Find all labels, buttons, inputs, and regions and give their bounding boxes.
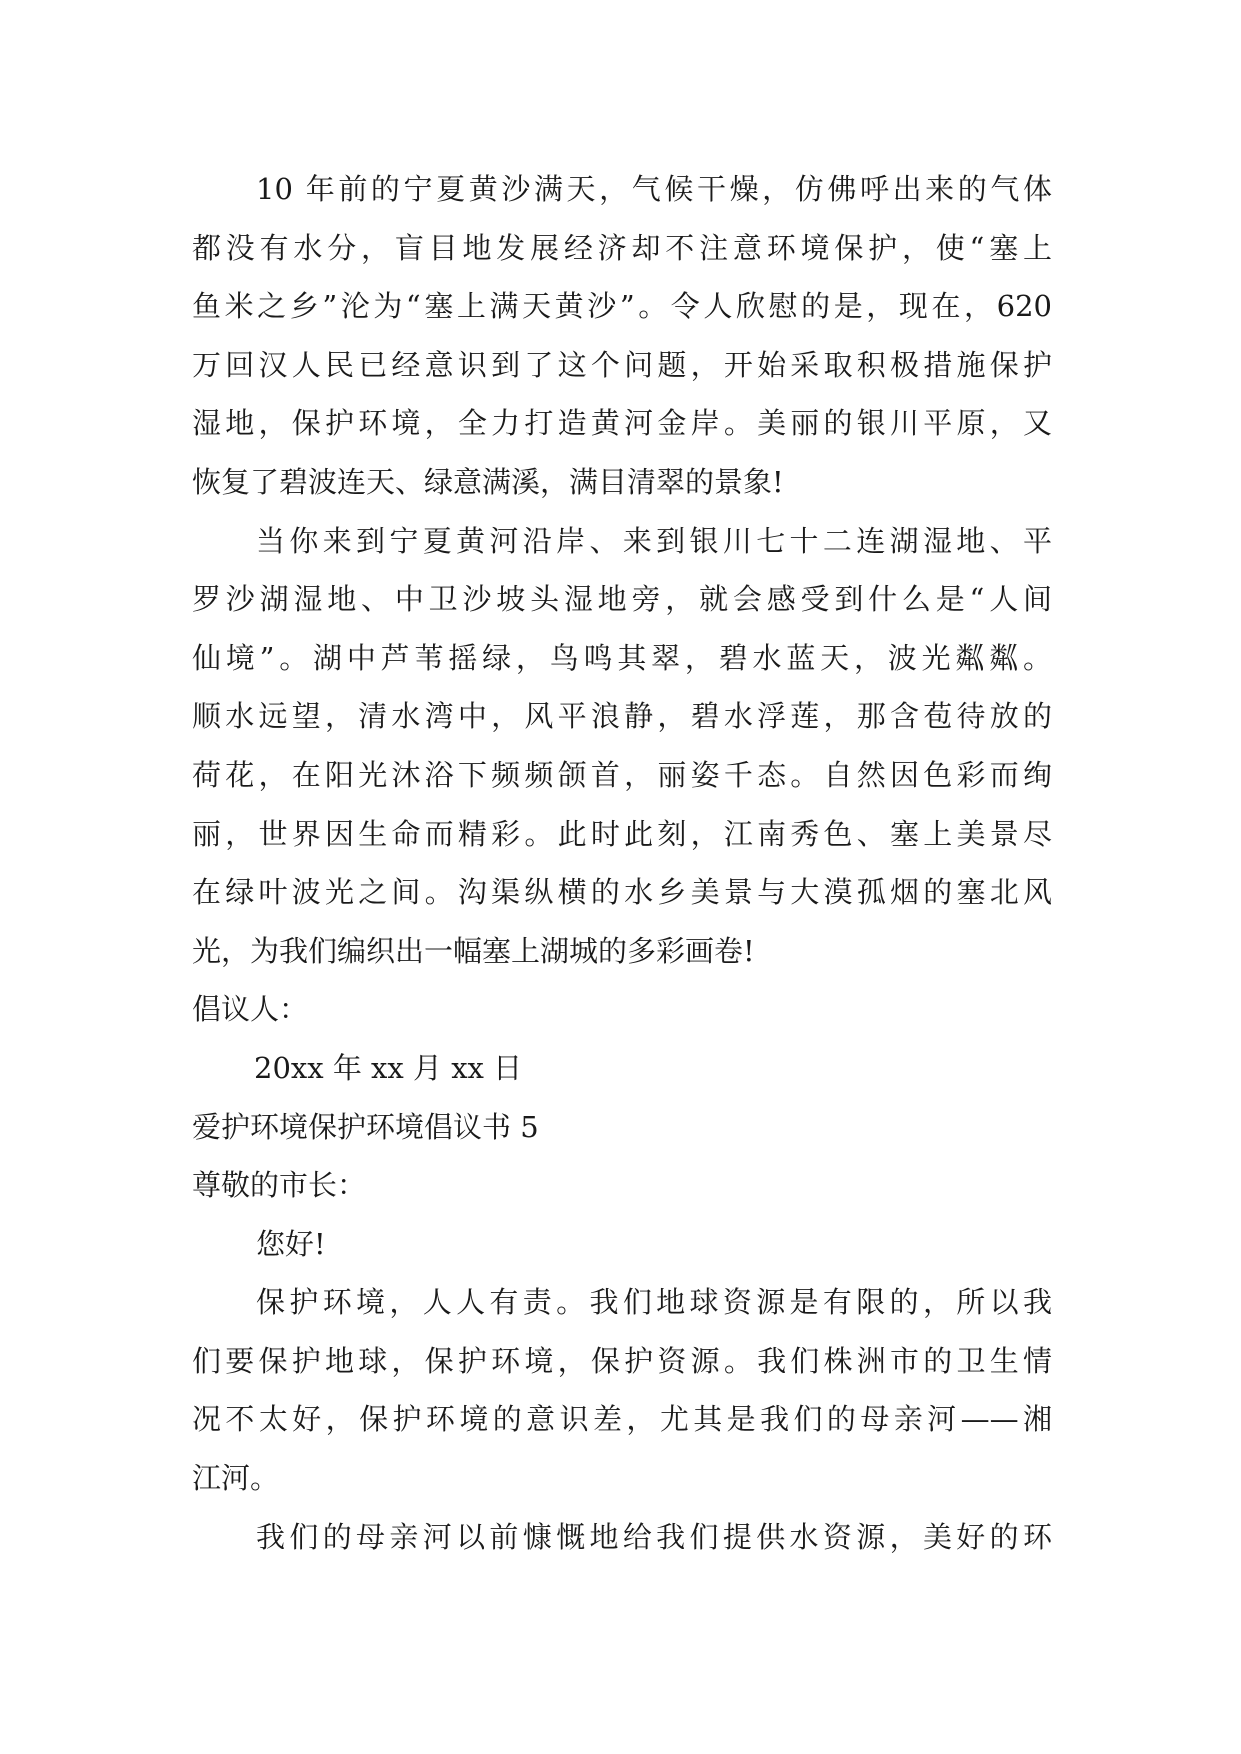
section-title: 爱护环境保护环境倡议书 5 bbox=[192, 1109, 539, 1144]
date-line: 20xx 年 xx 月 xx 日 bbox=[254, 1050, 523, 1085]
paragraph-line: 都没有水分，盲目地发展经济却不注意环境保护，使“塞上 bbox=[192, 230, 1052, 265]
paragraph-line: 湿地，保护环境，全力打造黄河金岸。美丽的银川平原，又 bbox=[192, 406, 1052, 441]
paragraph-line: 在绿叶波光之间。沟渠纵横的水乡美景与大漠孤烟的塞北风 bbox=[192, 875, 1052, 910]
paragraph-line: 江河。 bbox=[192, 1461, 280, 1496]
paragraph-line: 我们的母亲河以前慷慨地给我们提供水资源，美好的环 bbox=[256, 1519, 1052, 1554]
paragraph-line: 光，为我们编织出一幅塞上湖城的多彩画卷! bbox=[192, 933, 755, 968]
paragraph-line: 当你来到宁夏黄河沿岸、来到银川七十二连湖湿地、平 bbox=[256, 523, 1052, 558]
paragraph-line: 况不太好，保护环境的意识差，尤其是我们的母亲河——湘 bbox=[192, 1402, 1052, 1437]
greeting: 您好! bbox=[256, 1226, 326, 1261]
paragraph-line: 丽，世界因生命而精彩。此时此刻，江南秀色、塞上美景尽 bbox=[192, 816, 1052, 851]
paragraph-line: 万回汉人民已经意识到了这个问题，开始采取积极措施保护 bbox=[192, 347, 1052, 382]
paragraph-line: 鱼米之乡”沦为“塞上满天黄沙”。令人欣慰的是，现在，620 bbox=[192, 289, 1052, 324]
salutation: 尊敬的市长： bbox=[192, 1168, 367, 1203]
paragraph-line: 荷花，在阳光沐浴下频频颌首，丽姿千态。自然因色彩而绚 bbox=[192, 757, 1052, 792]
proposer-label: 倡议人： bbox=[192, 992, 309, 1027]
document-body bbox=[192, 160, 1052, 1566]
paragraph-line: 顺水远望，清水湾中，风平浪静，碧水浮莲，那含苞待放的 bbox=[192, 699, 1052, 734]
paragraph-line: 10 年前的宁夏黄沙满天，气候干燥，仿佛呼出来的气体 bbox=[256, 172, 1052, 206]
paragraph-line: 罗沙湖湿地、中卫沙坡头湿地旁，就会感受到什么是“人间 bbox=[192, 582, 1052, 617]
paragraph-line: 们要保护地球，保护环境，保护资源。我们株洲市的卫生情 bbox=[192, 1343, 1052, 1378]
paragraph-line: 恢复了碧波连天、绿意满溪，满目清翠的景象! bbox=[192, 464, 784, 499]
paragraph-line: 保护环境，人人有责。我们地球资源是有限的，所以我 bbox=[256, 1285, 1052, 1320]
paragraph-line: 仙境”。湖中芦苇摇绿，鸟鸣其翠，碧水蓝天，波光粼粼。 bbox=[192, 640, 1052, 675]
